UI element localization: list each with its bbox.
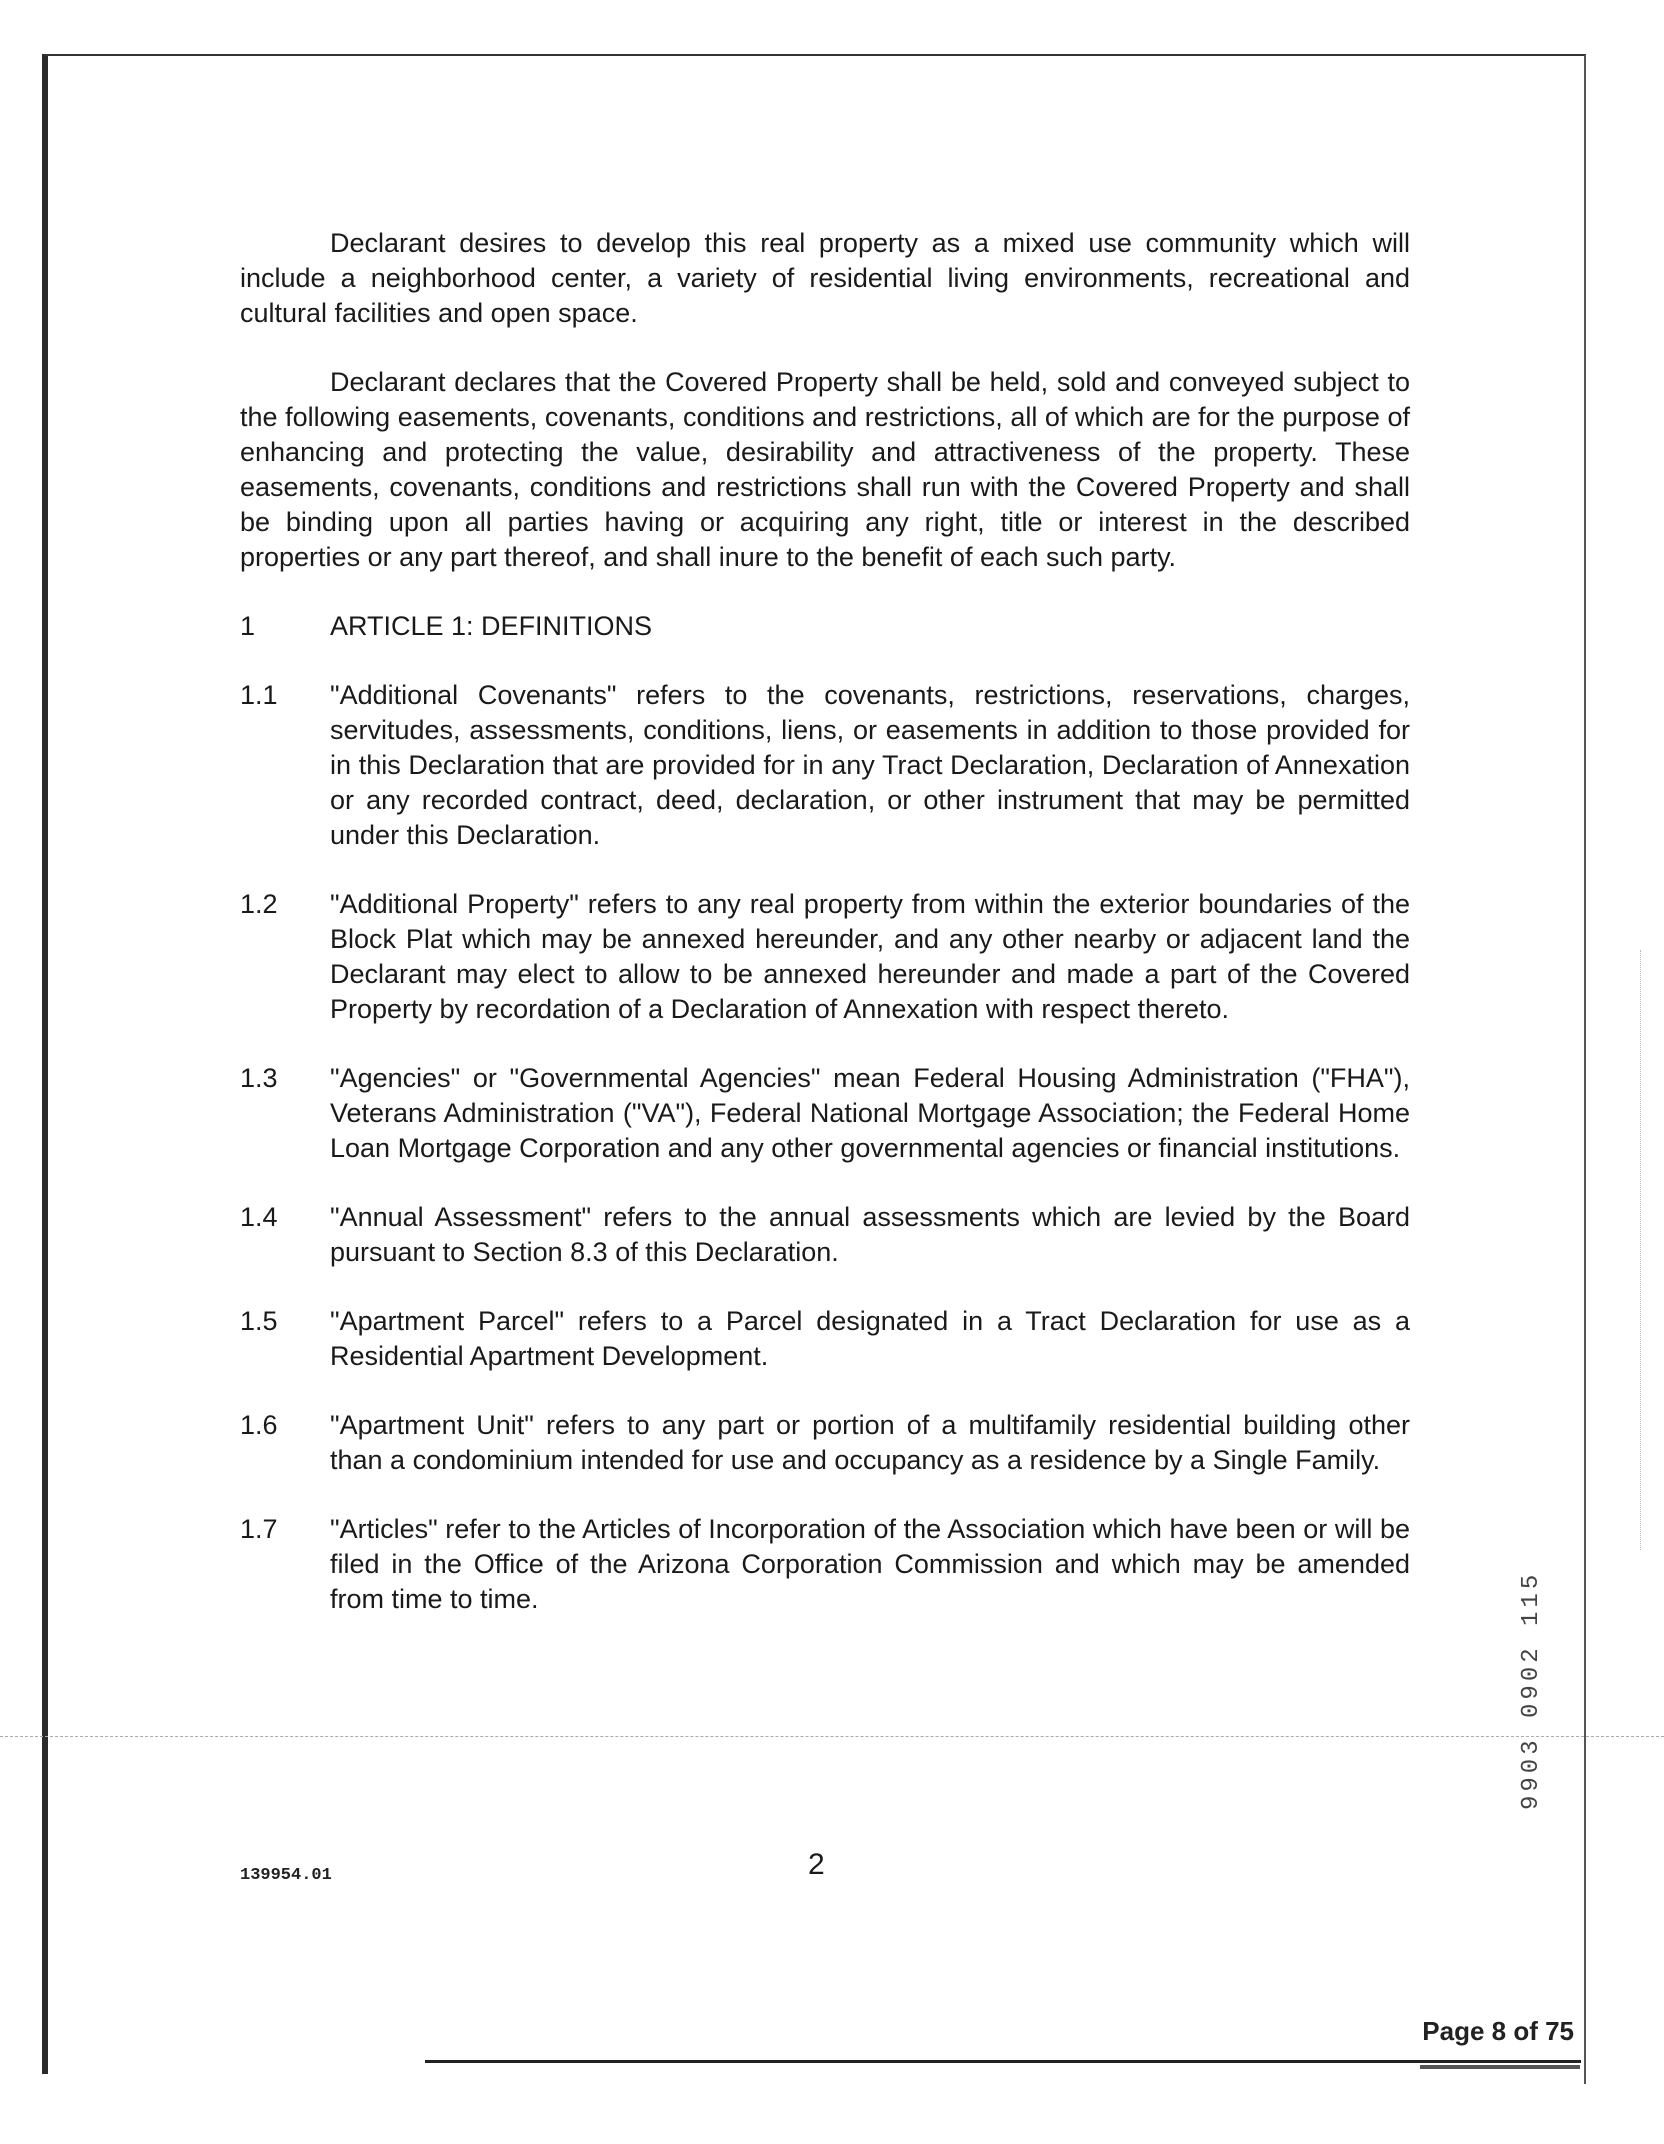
definition-number: 1.2 [240,889,278,919]
footer-rule [425,2060,1581,2063]
footer-rule-accent [1420,2065,1580,2069]
definition-item [240,678,1410,853]
definition-item [240,887,1410,1027]
article-title: ARTICLE 1: DEFINITIONS [330,611,653,641]
definition-text: "Agencies" or "Governmental Agencies" mean Federal Housing Administration ("FHA"), Veterans Administration ("VA"), Federal National Mortgage Association; the Federal Home Loan Mortgage Corporation and any other governmental agencies or financial institutions. [330,1063,1410,1163]
definition-number: 1.6 [240,1410,278,1440]
definition-text: "Additional Covenants" refers to the covenants, restrictions, reservations, charges, servitudes, assessments, conditions, liens, or easements in addition to those provided for in this Declaration that are provided for in any Tract Declaration, Declaration of Annexation or any recorded contract, deed, declaration, or other instrument that may be permitted under this Declaration. [330,680,1410,850]
definition-text: "Articles" refer to the Articles of Incorporation of the Association which have been or will be filed in the Office of the Arizona Corporation Commission and which may be amended from time to time. [330,1514,1410,1614]
intro-paragraph-1: Declarant desires to develop this real property as a mixed use community which will include a neighborhood center, a variety of residential living environments, recreational and cultural facilities and open space. [240,228,1410,328]
definition-item [240,1408,1410,1478]
page-number: 2 [808,1848,825,1881]
page-counter: Page 8 of 75 [1422,2016,1574,2046]
definition-number: 1.4 [240,1202,278,1232]
definition-text: "Apartment Parcel" refers to a Parcel designated in a Tract Declaration for use as a Residential Apartment Development. [330,1306,1410,1371]
article-number: 1 [240,611,256,641]
intro-paragraph-2: Declarant declares that the Covered Property shall be held, sold and conveyed subject to the following easements, covenants, conditions and restrictions, all of which are for the purpose of enhancing and protecting the value, desirability and attractiveness of the property. These easements, covenants, conditions and restrictions shall run with the Covered Property and shall be binding upon all parties having or acquiring any right, title or interest in the described properties or any part thereof, and shall inure to the benefit of each such party. [240,367,1410,572]
definition-text: "Apartment Unit" refers to any part or portion of a multifamily residential building other than a condominium intended for use and occupancy as a residence by a Single Family. [330,1410,1410,1475]
article-heading [240,609,1410,644]
definition-item [240,1200,1410,1270]
definition-number: 1.7 [240,1514,278,1544]
document-body [240,226,1410,1651]
definition-text: "Annual Assessment" refers to the annual assessments which are levied by the Board pursuant to Section 8.3 of this Declaration. [330,1202,1410,1267]
definition-number: 1.3 [240,1063,278,1093]
document-id: 139954.01 [240,1866,332,1885]
definition-text: "Additional Property" refers to any real property from within the exterior boundaries of the Block Plat which may be annexed hereunder, and any other nearby or adjacent land the Declarant may elect to allow to be annexed hereunder and made a part of the Covered Property by recordation of a Declaration of Annexation with respect thereto. [330,889,1410,1024]
recording-stamp: 9903 0902 115 [1518,1570,1545,1810]
definition-number: 1.5 [240,1306,278,1336]
definition-item [240,1304,1410,1374]
definition-item [240,1512,1410,1617]
definition-item [240,1061,1410,1166]
definition-number: 1.1 [240,680,278,710]
scan-artifact-vertical [1640,950,1642,1550]
scan-artifact-line [0,1736,1664,1737]
